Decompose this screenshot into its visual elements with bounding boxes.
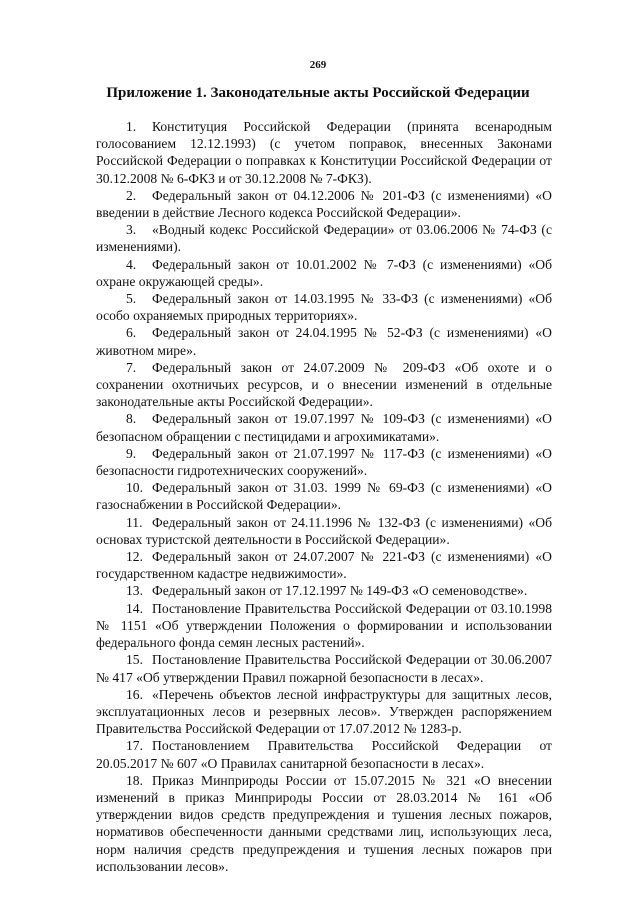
list-item [96,187,552,221]
item-number: 15. [126,652,143,668]
item-text: Федеральный закон от 24.11.1996 № 132-ФЗ (с изменениями) «Об основах туристской деятельности в Российской Федерации». [96,514,552,547]
list-item [96,221,552,255]
item-text: Федеральный закон от 14.03.1995 № 33-ФЗ (с изменениями) «Об особо охраняемых природных территориях». [96,291,552,324]
item-text: Федеральный закон от 17.12.1997 № 149-ФЗ «О семеноводстве». [152,583,528,599]
item-text: «Водный кодекс Российской Федерации» от 03.06.2006 № 74-ФЗ (с изменениями). [96,222,552,255]
legal-acts-list [96,118,552,875]
list-item [96,514,552,548]
list-item [96,772,552,875]
item-number: 11. [126,514,143,530]
item-text: Федеральный закон от 10.01.2002 № 7-ФЗ (с изменениями) «Об охране окружающей среды». [96,256,552,289]
item-number: 4. [126,256,137,272]
item-number: 7. [126,359,137,375]
item-number: 8. [126,411,137,427]
item-number: 18. [126,772,143,788]
item-text: «Перечень объектов лесной инфраструктуры для защитных лесов, эксплуатационных лесов и резервных лесов». Утвержден распоряжением Правительства Российской Федерации от 17.07.2012 № 1283-р. [96,686,552,737]
item-text: Постановление Правительства Российской Федерации от 30.06.2007 № 417 «Об утверждении Правил пожарной безопасности в лесах». [96,652,552,685]
list-item [96,445,552,479]
item-text: Постановление Правительства Российской Федерации от 03.10.1998 № 1151 «Об утверждении Положения о формировании и использовании федерального фонда семян лесных растений». [96,600,552,651]
item-number: 2. [126,187,137,203]
item-number: 16. [126,686,143,702]
page-number: 269 [309,59,327,71]
item-number: 14. [126,600,143,616]
list-item [96,256,552,290]
item-number: 12. [126,549,143,565]
list-item [96,410,552,444]
page-title: Приложение 1. Законодательные акты Российской Федерации [106,85,530,101]
item-text: Федеральный закон от 19.07.1997 № 109-ФЗ (с изменениями) «О безопасном обращении с пестицидами и агрохимикатами». [96,411,552,444]
item-text: Федеральный закон от 24.07.2009 № 209-ФЗ «Об охоте и о сохранении охотничьих ресурсов, и о внесении изменений в отдельные законодательные акты Российской Федерации». [96,359,552,410]
list-item [96,651,552,685]
item-number: 10. [126,480,143,496]
list-item [96,479,552,513]
item-text: Федеральный закон от 31.03. 1999 № 69-ФЗ (с изменениями) «О газоснабжении в Российской Федерации». [96,480,552,513]
item-text: Федеральный закон от 24.04.1995 № 52-ФЗ (с изменениями) «О животном мире». [96,325,552,358]
item-text: Конституция Российской Федерации (принята всенародным голосованием 12.12.1993) (с учетом поправок, внесенных Законами Российской Федерации о поправках к Конституции Российской Федерации от 30.12.2008 № 6-ФКЗ и от 30.12.2008 № 7-ФКЗ). [96,119,552,186]
item-number: 5. [126,291,137,307]
item-text: Постановлением Правительства Российской Федерации от 20.05.2017 № 607 «О Правилах санитарной безопасности в лесах». [96,738,552,771]
item-text: Федеральный закон от 21.07.1997 № 117-ФЗ (с изменениями) «О безопасности гидротехнических сооружений». [96,445,552,479]
list-item [96,600,552,652]
list-item [96,737,552,771]
item-text: Федеральный закон от 24.07.2007 № 221-ФЗ (с изменениями) «О государственном кадастре недвижимости». [96,549,552,582]
item-number: 17. [126,738,143,754]
list-item [96,582,552,599]
item-number: 13. [126,583,143,599]
item-number: 6. [126,325,137,341]
item-text: Федеральный закон от 04.12.2006 № 201-ФЗ (с изменениями) «О введении в действие Лесного кодекса Российской Федерации». [96,187,552,221]
list-item [96,548,552,582]
item-number: 9. [126,445,137,461]
list-item [96,686,552,738]
list-item [96,359,552,411]
list-item [96,118,552,187]
list-item [96,290,552,324]
item-number: 1. [126,119,137,134]
item-text: Приказ Минприроды России от 15.07.2015 № 321 «О внесении изменений в приказ Минприроды России от 28.03.2014 № 161 «Об утверждении видов средств предупреждения и тушения лесных пожаров, нормативов обеспеченности данными средствами лиц, использующих леса, норм наличия средств предупреждения и тушения лесных пожаров при использовании лесов». [96,772,552,874]
list-item [96,324,552,358]
item-number: 3. [126,222,137,238]
